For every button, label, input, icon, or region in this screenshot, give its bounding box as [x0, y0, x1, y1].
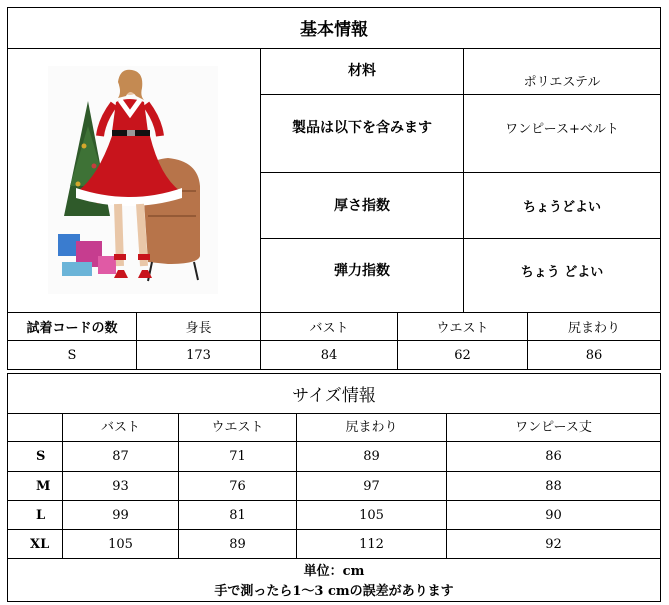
size-row-xl-bust: 105	[108, 536, 133, 552]
size-header-hip: 尻まわり	[345, 419, 398, 435]
size-row-s-waist: 71	[229, 449, 246, 464]
label-contents: 製品は以下を含みます	[292, 120, 432, 136]
value-elasticity: ちょう どよい	[520, 264, 604, 280]
size-row-xl-label: XL	[30, 536, 50, 552]
size-unit-note: 単位：cm	[303, 563, 365, 579]
fitting-header-height: 身長	[185, 321, 212, 336]
size-row-m-length: 88	[545, 478, 562, 494]
fitting-value-hip: 86	[585, 347, 603, 363]
value-material: ポリエステル	[523, 74, 601, 90]
size-row-l-length: 90	[545, 507, 562, 523]
size-header-bust: バスト	[100, 419, 140, 435]
size-row-l-hip: 105	[359, 507, 384, 523]
size-row-s-bust: 87	[112, 449, 129, 464]
fitting-value-height: 173	[186, 347, 211, 363]
label-elasticity: 弾力指数	[334, 263, 390, 279]
size-row-xl-length: 92	[545, 536, 562, 552]
fitting-header-waist: ウエスト	[436, 321, 489, 336]
label-material: 材料	[348, 63, 376, 79]
size-row-l-bust: 99	[112, 507, 129, 523]
value-thickness: ちょうどよい	[522, 199, 601, 215]
value-contents: ワンピース+ベルト	[505, 121, 619, 137]
basic-info-title: 基本情報	[300, 20, 368, 40]
label-thickness: 厚さ指数	[334, 198, 390, 214]
size-row-m-waist: 76	[229, 478, 246, 494]
fitting-value-code: S	[67, 347, 77, 363]
size-measure-note: 手で測ったら1～3 cmの誤差があります	[214, 584, 454, 599]
santa-dress-model-image	[48, 66, 218, 294]
fitting-header-bust: バスト	[309, 321, 349, 336]
size-header-waist: ウエスト	[211, 419, 264, 435]
fitting-value-waist: 62	[454, 347, 471, 363]
size-row-m-label: M	[36, 478, 51, 494]
size-row-m-hip: 97	[363, 478, 380, 494]
size-info-title: サイズ情報	[292, 386, 376, 406]
fitting-header-hip: 尻まわり	[567, 321, 620, 336]
fitting-value-bust: 84	[320, 347, 338, 363]
size-row-s-label: S	[36, 449, 46, 464]
size-row-m-bust: 93	[112, 478, 129, 494]
fitting-header-code: 試着コードの数	[26, 321, 118, 336]
size-row-xl-waist: 89	[229, 536, 246, 552]
size-header-length: ワンピース丈	[515, 419, 592, 435]
size-row-s-length: 86	[545, 449, 562, 464]
size-row-s-hip: 89	[363, 449, 380, 464]
size-row-l-waist: 81	[229, 507, 246, 523]
product-photo	[48, 66, 218, 294]
size-row-l-label: L	[36, 507, 46, 523]
size-row-xl-hip: 112	[359, 536, 384, 552]
